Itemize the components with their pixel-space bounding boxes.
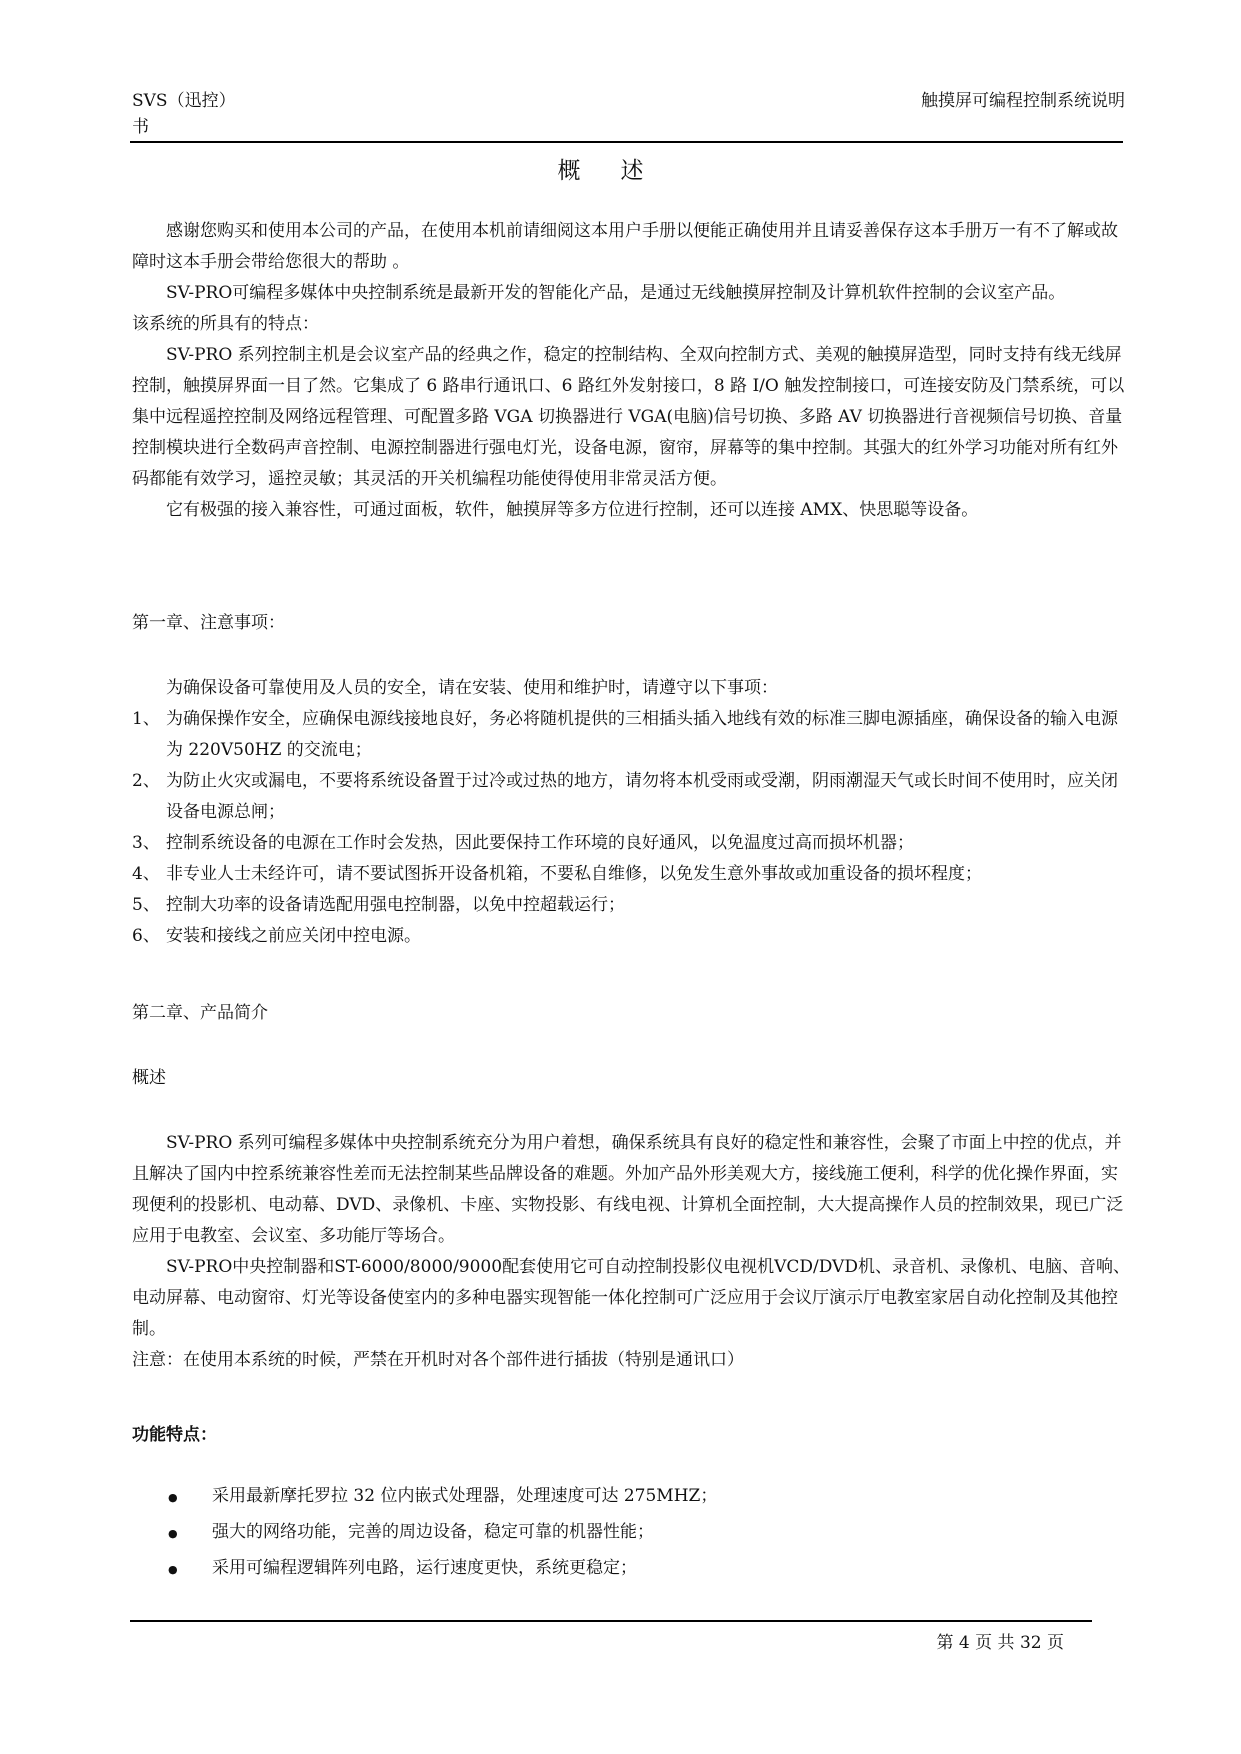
page-title: 概述 xyxy=(557,158,684,184)
header-divider xyxy=(130,141,1123,143)
precaution-number: 2、 xyxy=(132,771,160,791)
precaution-item xyxy=(132,890,1132,921)
chapter2-heading: 第二章、产品简介 xyxy=(132,1003,268,1023)
chapter2-paragraph-2: SV-PRO中央控制器和ST-6000/8000/9000配套使用它可自动控制投影仪电视机VCD/DVD机、录音机、录像机、电脑、音响、电动屏幕、电动窗帘、灯光等设备使室内的多种电器实现智能一体化控制可广泛应用于会议厅演示厅电教室家居自动化控制及其他控制。 xyxy=(132,1257,1130,1339)
feature-item xyxy=(132,1551,1132,1587)
header-left-line2: 书 xyxy=(132,117,149,137)
feature-text: 采用最新摩托罗拉 32 位内嵌式处理器，处理速度可达 275MHZ； xyxy=(212,1486,718,1506)
header-right: 触摸屏可编程控制系统说明 xyxy=(921,91,1125,111)
precaution-item xyxy=(132,859,1132,890)
precaution-item xyxy=(132,921,1132,952)
feature-text: 强大的网络功能，完善的周边设备，稳定可靠的机器性能； xyxy=(212,1522,654,1542)
precaution-item xyxy=(132,828,1132,859)
precaution-text: 控制大功率的设备请选配用强电控制器，以免中控超载运行； xyxy=(166,895,625,915)
feature-text: 采用可编程逻辑阵列电路，运行速度更快，系统更稳定； xyxy=(212,1558,637,1578)
features-list xyxy=(132,1479,1132,1587)
header-left xyxy=(132,88,292,140)
bullet-icon xyxy=(132,1479,212,1515)
intro-paragraph-3: 该系统的所具有的特点： xyxy=(132,314,319,334)
chapter2-note: 注意：在使用本系统的时候，严禁在开机时对各个部件进行插拔（特别是通讯口） xyxy=(132,1350,744,1370)
header-left-line1: SVS（迅控） xyxy=(132,91,236,111)
precaution-text: 为防止火灾或漏电，不要将系统设备置于过冷或过热的地方，请勿将本机受雨或受潮，阴雨潮湿天气或长时间不使用时，应关闭设备电源总闸； xyxy=(166,771,1118,822)
footer-divider xyxy=(130,1620,1092,1622)
precaution-text: 非专业人士未经许可，请不要试图拆开设备机箱，不要私自维修，以免发生意外事故或加重设备的损坏程度； xyxy=(166,864,982,884)
chapter1-heading: 第一章、注意事项： xyxy=(132,613,285,633)
feature-item xyxy=(132,1515,1132,1551)
precaution-number: 3、 xyxy=(132,833,160,853)
intro-paragraph-5: 它有极强的接入兼容性，可通过面板，软件，触摸屏等多方位进行控制，还可以连接 AMX、快思聪等设备。 xyxy=(166,500,979,520)
features-section xyxy=(132,1420,1132,1587)
chapter2-subheading: 概述 xyxy=(132,1068,166,1088)
precaution-text: 控制系统设备的电源在工作时会发热，因此要保持工作环境的良好通风，以免温度过高而损坏机器； xyxy=(166,833,914,853)
chapter2-section xyxy=(132,998,1132,1376)
intro-section xyxy=(132,216,1132,526)
precaution-text: 为确保操作安全，应确保电源线接地良好，务必将随机提供的三相插头插入地线有效的标准三脚电源插座，确保设备的输入电源为 220V50HZ 的交流电； xyxy=(166,709,1118,760)
precaution-item xyxy=(132,704,1132,766)
precaution-item xyxy=(132,766,1132,828)
features-heading: 功能特点： xyxy=(132,1425,217,1445)
precaution-number: 4、 xyxy=(132,864,160,884)
chapter1-section xyxy=(132,608,1132,952)
chapter2-paragraph-1: SV-PRO 系列可编程多媒体中央控制系统充分为用户着想，确保系统具有良好的稳定性和兼容性，会聚了市面上中控的优点，并且解决了国内中控系统兼容性差而无法控制某些品牌设备的难题。外加产品外形美观大方，接线施工便利，科学的优化操作界面，实现便利的投影机、电动幕、DVD、录像机、卡座、实物投影、有线电视、计算机全面控制，大大提高操作人员的控制效果，现已广泛应用于电教室、会议室、多功能厅等场合。 xyxy=(132,1133,1124,1246)
precaution-number: 1、 xyxy=(132,709,160,729)
page-number: 第 4 页 共 32 页 xyxy=(936,1633,1064,1653)
precaution-text: 安装和接线之前应关闭中控电源。 xyxy=(166,926,421,946)
precaution-number: 6、 xyxy=(132,926,160,946)
intro-paragraph-1: 感谢您购买和使用本公司的产品，在使用本机前请细阅这本用户手册以便能正确使用并且请妥善保存这本手册万一有不了解或故障时这本手册会带给您很大的帮助 。 xyxy=(132,221,1118,272)
bullet-icon xyxy=(132,1551,212,1587)
intro-paragraph-2: SV-PRO可编程多媒体中央控制系统是最新开发的智能化产品，是通过无线触摸屏控制及计算机软件控制的会议室产品。 xyxy=(166,283,1066,303)
chapter1-lead: 为确保设备可靠使用及人员的安全，请在安装、使用和维护时，请遵守以下事项： xyxy=(166,678,778,698)
bullet-icon xyxy=(132,1515,212,1551)
intro-paragraph-4: SV-PRO 系列控制主机是会议室产品的经典之作，稳定的控制结构、全双向控制方式、美观的触摸屏造型，同时支持有线无线屏控制，触摸屏界面一目了然。它集成了 6 路串行通讯口、6 路红外发射接口，8 路 I/O 触发控制接口，可连接安防及门禁系统，可以集中远程遥控控制及网络远程管理、可配置多路 VGA 切换器进行 VGA(电脑)信号切换、多路 AV 切换器进行音视频信号切换、音量控制模块进行全数码声音控制、电源控制器进行强电灯光，设备电源，窗帘，屏幕等的集中控制。其强大的红外学习功能对所有红外码都能有效学习，遥控灵敏；其灵活的开关机编程功能使得使用非常灵活方便。 xyxy=(132,345,1125,489)
precaution-number: 5、 xyxy=(132,895,160,915)
feature-item xyxy=(132,1479,1132,1515)
